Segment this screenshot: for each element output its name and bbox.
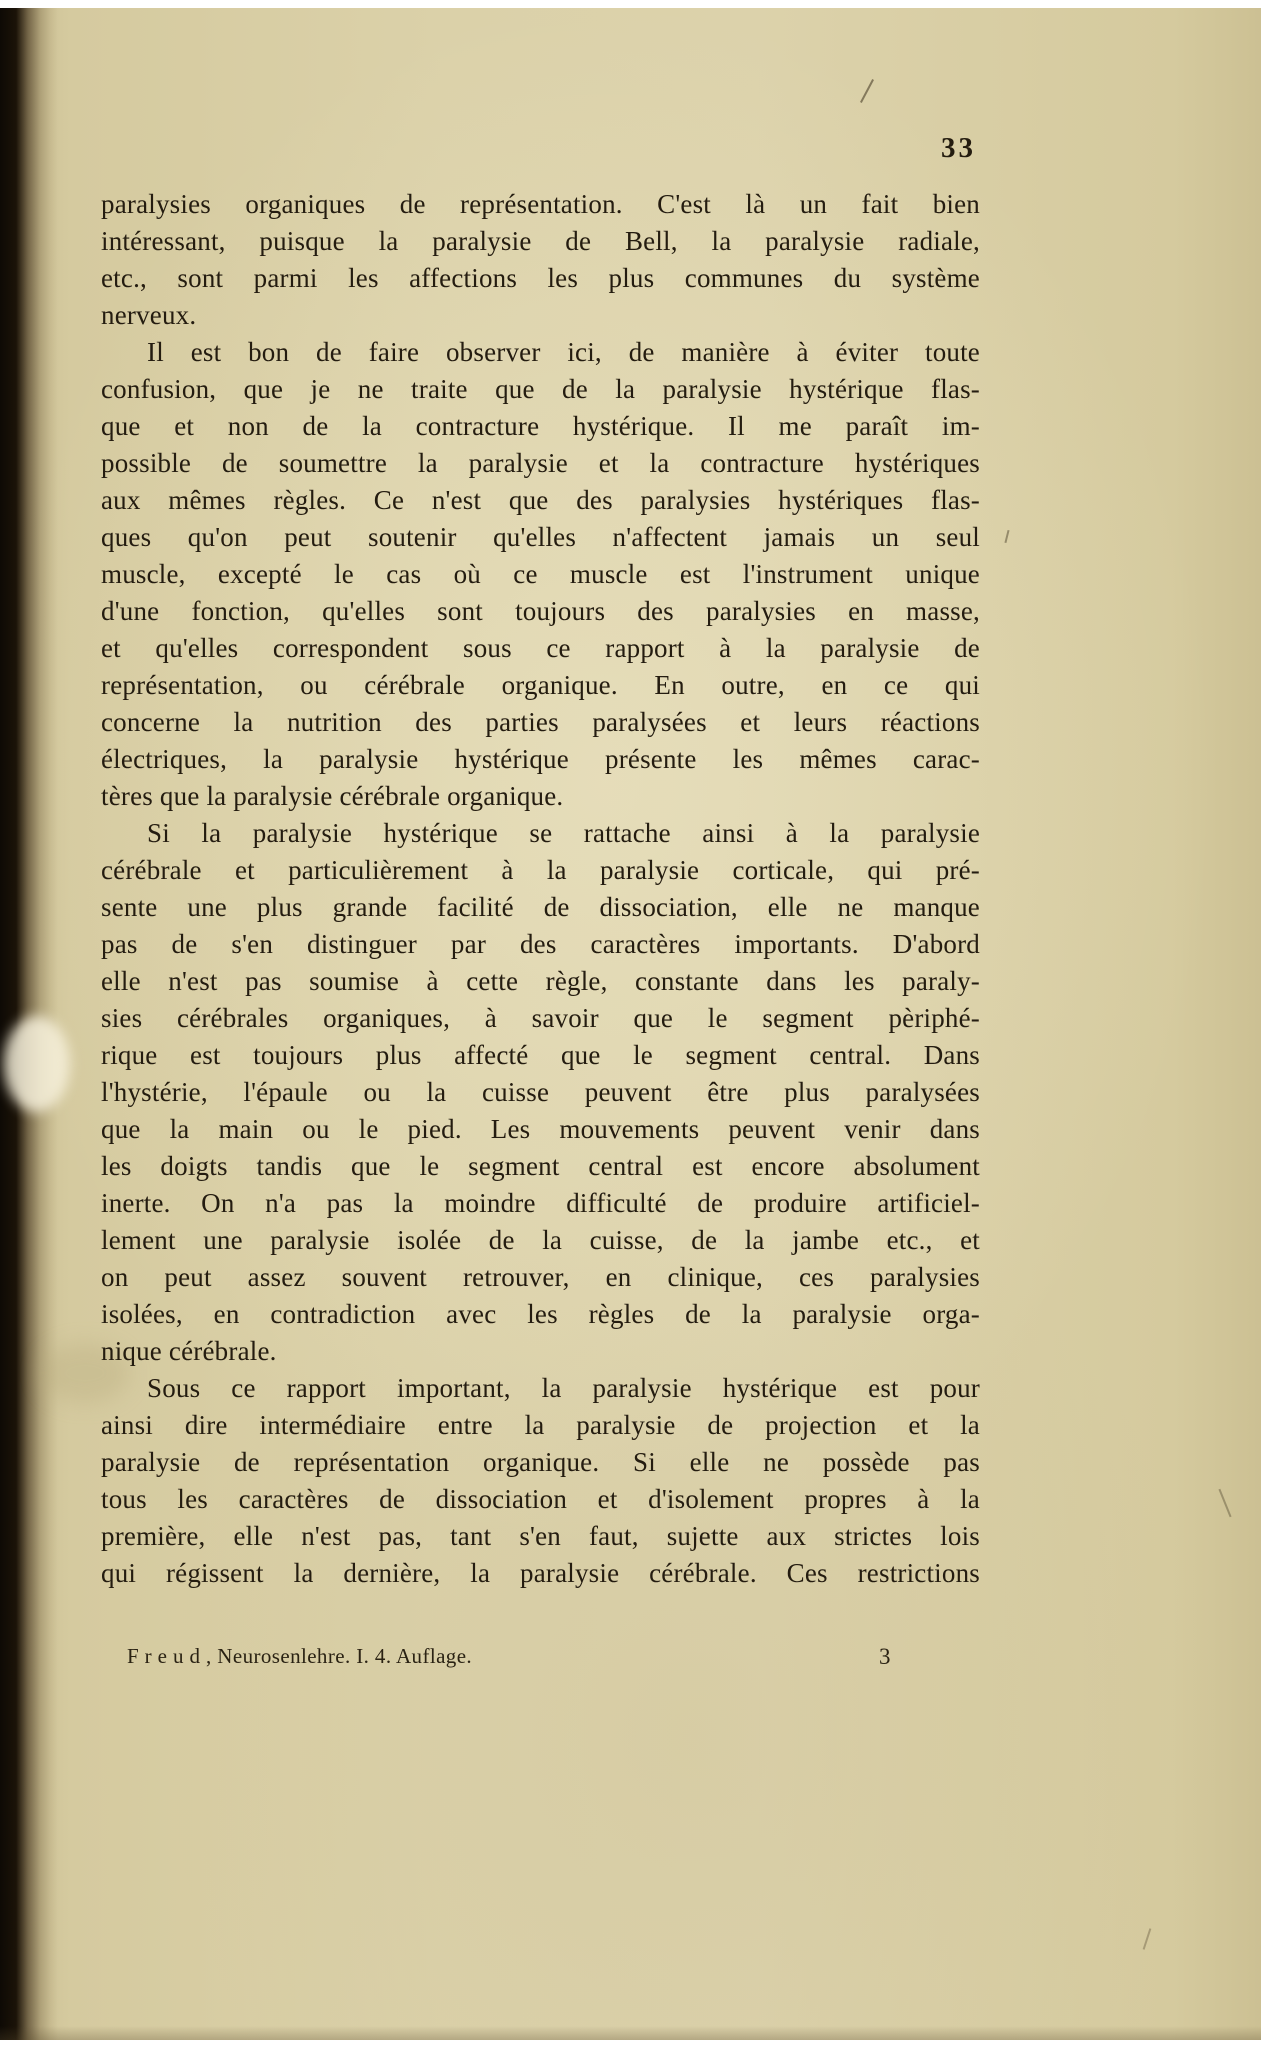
footer-sheet-number: 3	[879, 1644, 891, 1669]
text-line: Si la paralysie hystérique se rattache ainsi à la paralysie	[147, 818, 980, 848]
text-line: cérébrale et particulièrement à la paralysie corticale, qui pré-	[101, 855, 980, 885]
page-bottom-shadow	[0, 2026, 1261, 2040]
text-line: concerne la nutrition des parties paralysées et leurs réactions	[101, 707, 980, 737]
text-line: nique cérébrale.	[101, 1336, 277, 1366]
footer-edition-note: , Neurosenlehre. I. 4. Auflage.	[206, 1644, 473, 1668]
text-line: paralysie de représentation organique. Si elle ne possède pas	[101, 1447, 980, 1477]
text-line: on peut assez souvent retrouver, en clinique, ces paralysies	[101, 1262, 980, 1292]
text-line: tères que la paralysie cérébrale organique.	[101, 781, 564, 811]
text-line: l'hystérie, l'épaule ou la cuisse peuvent être plus paralysées	[101, 1077, 980, 1107]
paragraph	[101, 815, 980, 1370]
text-line: première, elle n'est pas, tant s'en faut, sujette aux strictes lois	[101, 1521, 980, 1551]
text-line: électriques, la paralysie hystérique présente les mêmes carac-	[101, 744, 980, 774]
text-line: représentation, ou cérébrale organique. En outre, en ce qui	[101, 670, 980, 700]
text-line: rique est toujours plus affecté que le segment central. Dans	[101, 1040, 980, 1070]
footer-author: Freud	[127, 1644, 206, 1668]
text-line: confusion, que je ne traite que de la paralysie hystérique flas-	[101, 374, 980, 404]
text-line: intéressant, puisque la paralysie de Bell, la paralysie radiale,	[101, 226, 980, 256]
body-text	[101, 186, 980, 1592]
text-line: les doigts tandis que le segment central est encore absolument	[101, 1151, 980, 1181]
text-line: nerveux.	[101, 300, 197, 330]
paragraph	[101, 334, 980, 815]
scan-artifact	[4, 1016, 70, 1112]
text-line: d'une fonction, qu'elles sont toujours des paralysies en masse,	[101, 596, 980, 626]
text-line: que la main ou le pied. Les mouvements peuvent venir dans	[101, 1114, 980, 1144]
text-line: elle n'est pas soumise à cette règle, constante dans les paraly-	[101, 966, 980, 996]
scan-artifact	[1143, 1928, 1152, 1950]
footer	[101, 1644, 980, 1669]
page-number: 33	[941, 132, 976, 164]
text-line: ainsi dire intermédiaire entre la paralysie de projection et la	[101, 1410, 980, 1440]
text-line: lement une paralysie isolée de la cuisse, de la jambe etc., et	[101, 1225, 980, 1255]
paragraph	[101, 186, 980, 334]
text-line: pas de s'en distinguer par des caractères importants. D'abord	[101, 929, 980, 959]
text-line: que et non de la contracture hystérique. Il me paraît im-	[101, 411, 980, 441]
text-line: possible de soumettre la paralysie et la contracture hystériques	[101, 448, 980, 478]
text-line: Sous ce rapport important, la paralysie hystérique est pour	[147, 1373, 980, 1403]
scan-artifact	[860, 79, 874, 103]
text-line: sente une plus grande facilité de dissociation, elle ne manque	[101, 892, 980, 922]
text-line: muscle, excepté le cas où ce muscle est l'instrument unique	[101, 559, 980, 589]
text-line: et qu'elles correspondent sous ce rapport à la paralysie de	[101, 633, 980, 663]
text-line: Il est bon de faire observer ici, de manière à éviter toute	[147, 337, 980, 367]
scan-artifact	[1218, 1489, 1231, 1518]
scan-artifact	[1004, 530, 1009, 543]
paragraph	[101, 1370, 980, 1592]
book-page	[0, 8, 1261, 2040]
text-line: sies cérébrales organiques, à savoir que le segment pèriphé-	[101, 1003, 980, 1033]
binding-shadow-edge	[0, 8, 58, 2040]
text-line: isolées, en contradiction avec les règles de la paralysie orga-	[101, 1299, 980, 1329]
text-line: paralysies organiques de représentation. C'est là un fait bien	[101, 189, 980, 219]
text-line: etc., sont parmi les affections les plus communes du système	[101, 263, 980, 293]
text-line: qui régissent la dernière, la paralysie cérébrale. Ces restrictions	[101, 1558, 980, 1588]
text-line: inerte. On n'a pas la moindre difficulté de produire artificiel-	[101, 1188, 980, 1218]
text-line: tous les caractères de dissociation et d'isolement propres à la	[101, 1484, 980, 1514]
text-line: aux mêmes règles. Ce n'est que des paralysies hystériques flas-	[101, 485, 980, 515]
text-line: ques qu'on peut soutenir qu'elles n'affectent jamais un seul	[101, 522, 980, 552]
